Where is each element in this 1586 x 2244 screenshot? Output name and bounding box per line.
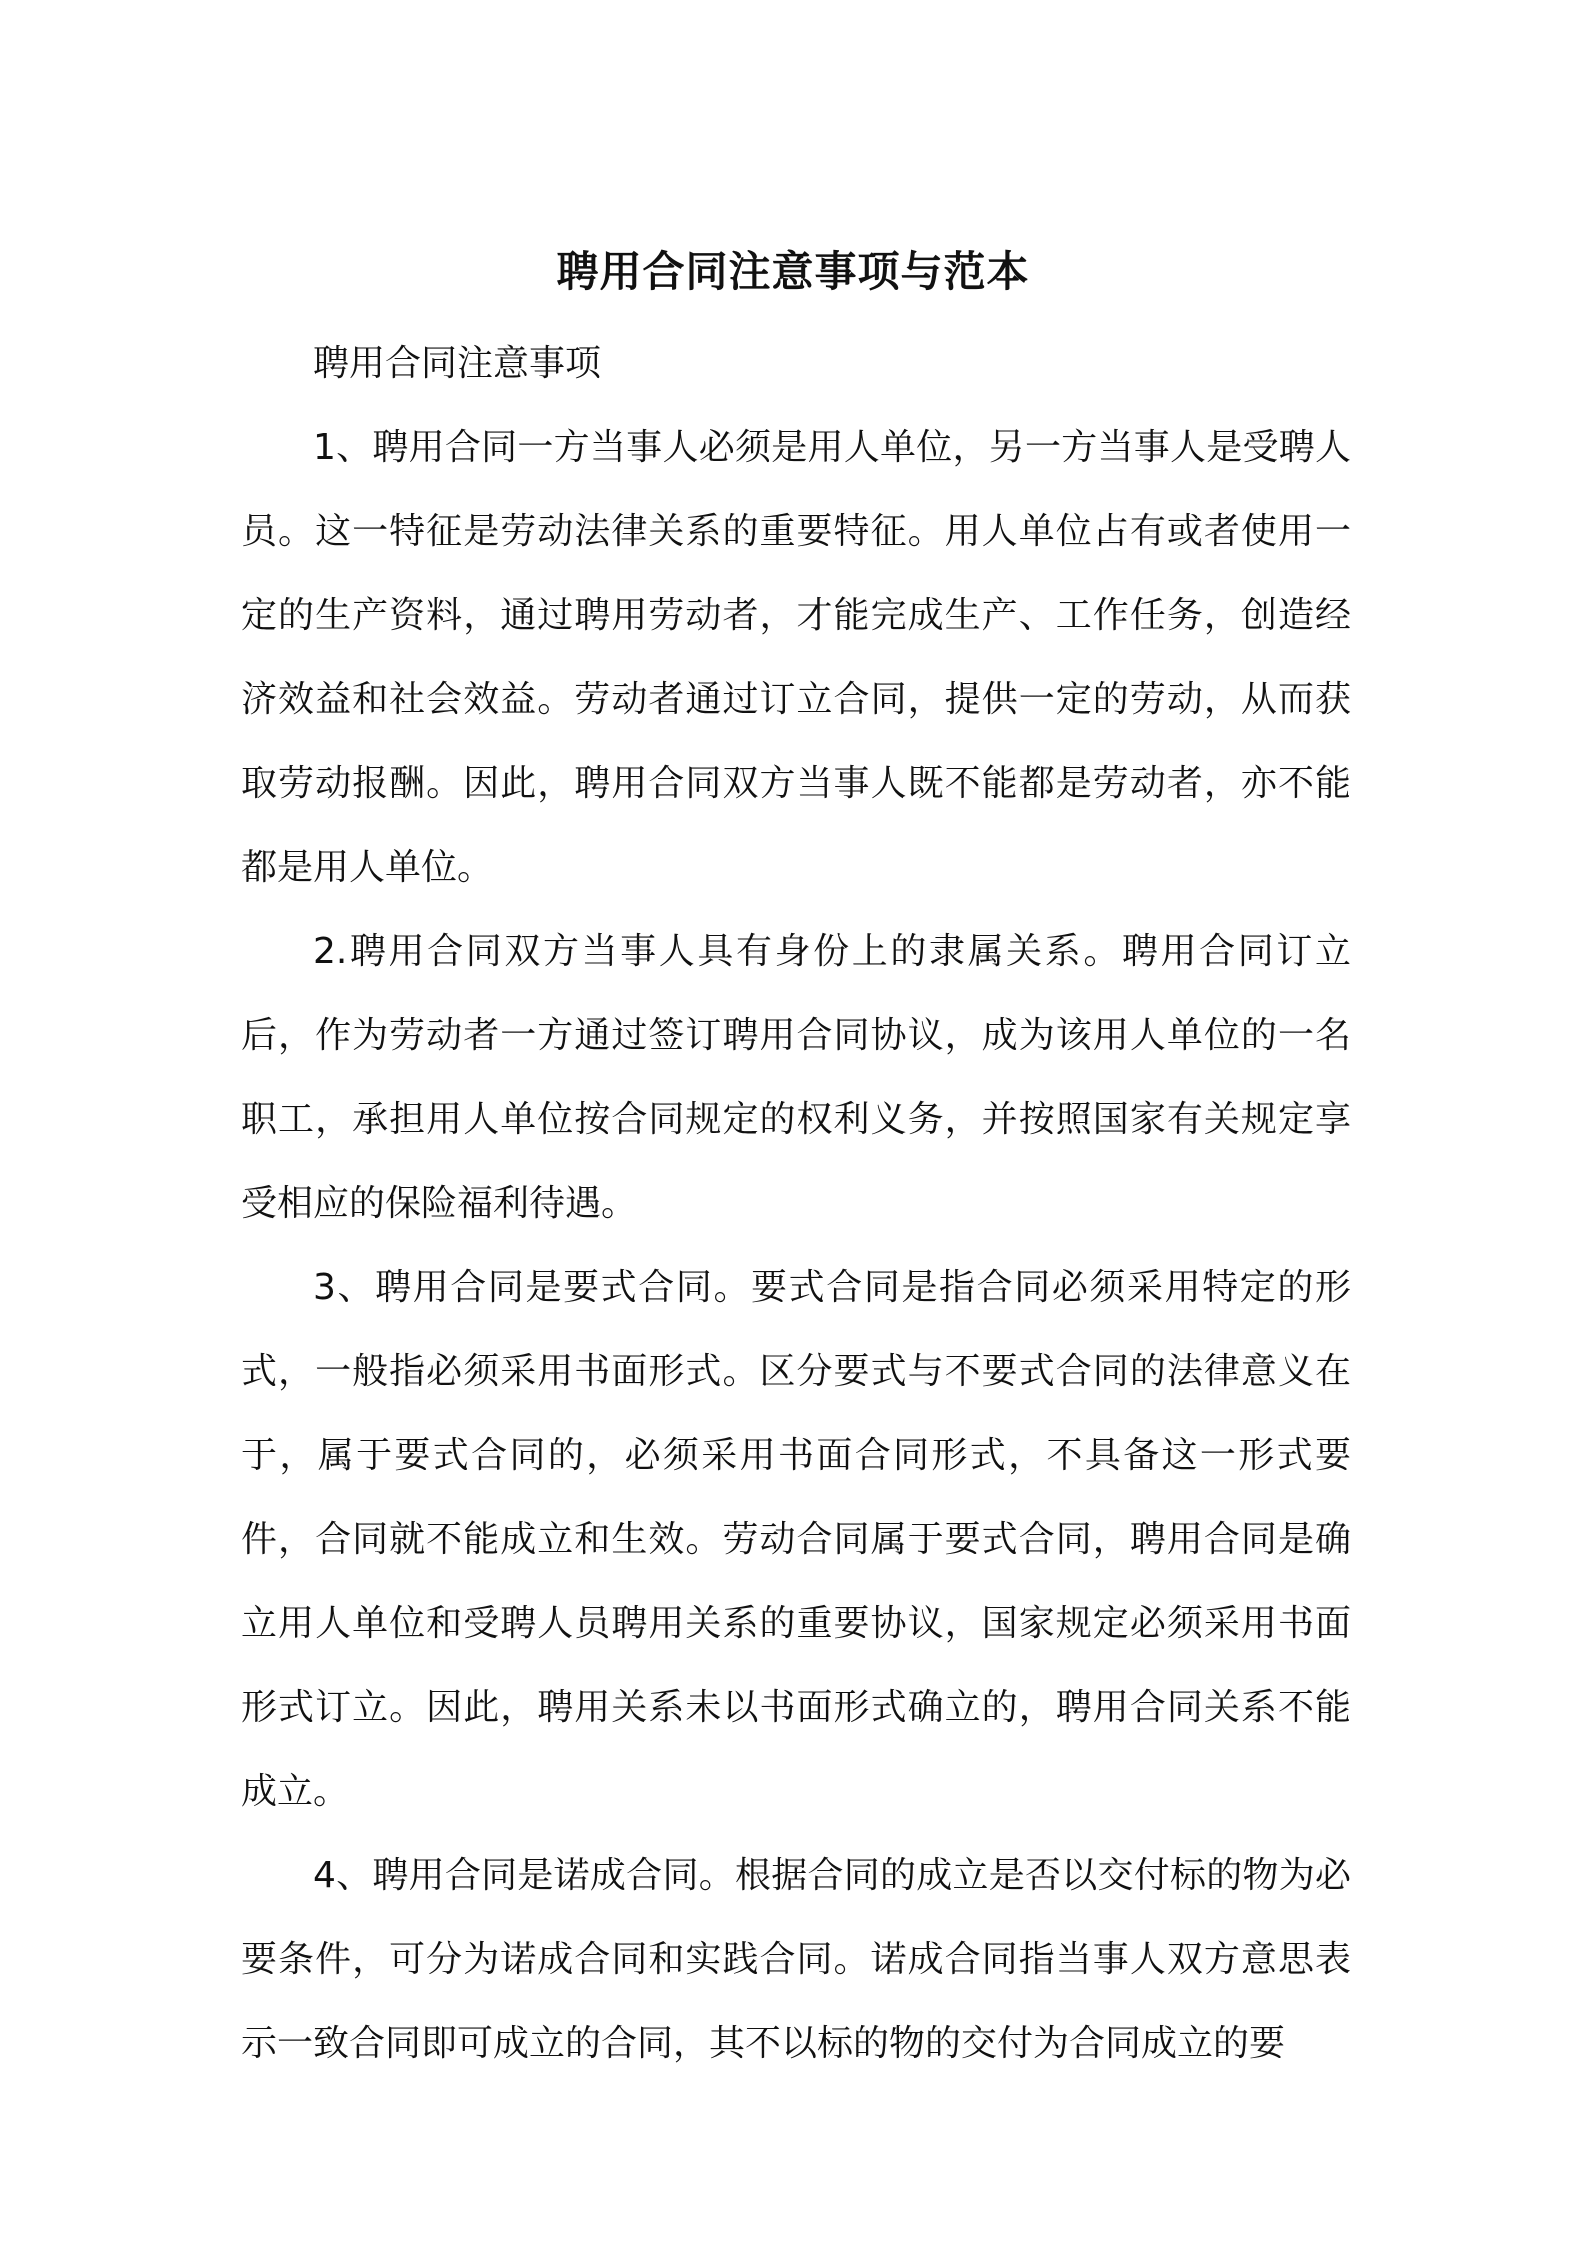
document-body [241,322,1351,2086]
paragraph-2: 2.聘用合同双方当事人具有身份上的隶属关系。聘用合同订立后，作为劳动者一方通过签订聘用合同协议，成为该用人单位的一名职工，承担用人单位按合同规定的权利义务，并按照国家有关规定享受相应的保险福利待遇。 [241,931,1351,1224]
paragraph-4: 4、聘用合同是诺成合同。根据合同的成立是否以交付标的物为必要条件，可分为诺成合同和实践合同。诺成合同指当事人双方意思表示一致合同即可成立的合同，其不以标的物的交付为合同成立的要 [241,1855,1351,2064]
paragraph-3: 3、聘用合同是要式合同。要式合同是指合同必须采用特定的形式，一般指必须采用书面形式。区分要式与不要式合同的法律意义在于，属于要式合同的，必须采用书面合同形式，不具备这一形式要件，合同就不能成立和生效。劳动合同属于要式合同，聘用合同是确立用人单位和受聘人员聘用关系的重要协议，国家规定必须采用书面形式订立。因此，聘用关系未以书面形式确立的，聘用合同关系不能成立。 [241,1267,1351,1812]
paragraph-1: 1、聘用合同一方当事人必须是用人单位，另一方当事人是受聘人员。这一特征是劳动法律关系的重要特征。用人单位占有或者使用一定的生产资料，通过聘用劳动者，才能完成生产、工作任务，创造经济效益和社会效益。劳动者通过订立合同，提供一定的劳动，从而获取劳动报酬。因此，聘用合同双方当事人既不能都是劳动者，亦不能都是用人单位。 [241,427,1351,888]
document-title: 聘用合同注意事项与范本 [556,247,1030,297]
section-heading: 聘用合同注意事项 [313,343,602,384]
